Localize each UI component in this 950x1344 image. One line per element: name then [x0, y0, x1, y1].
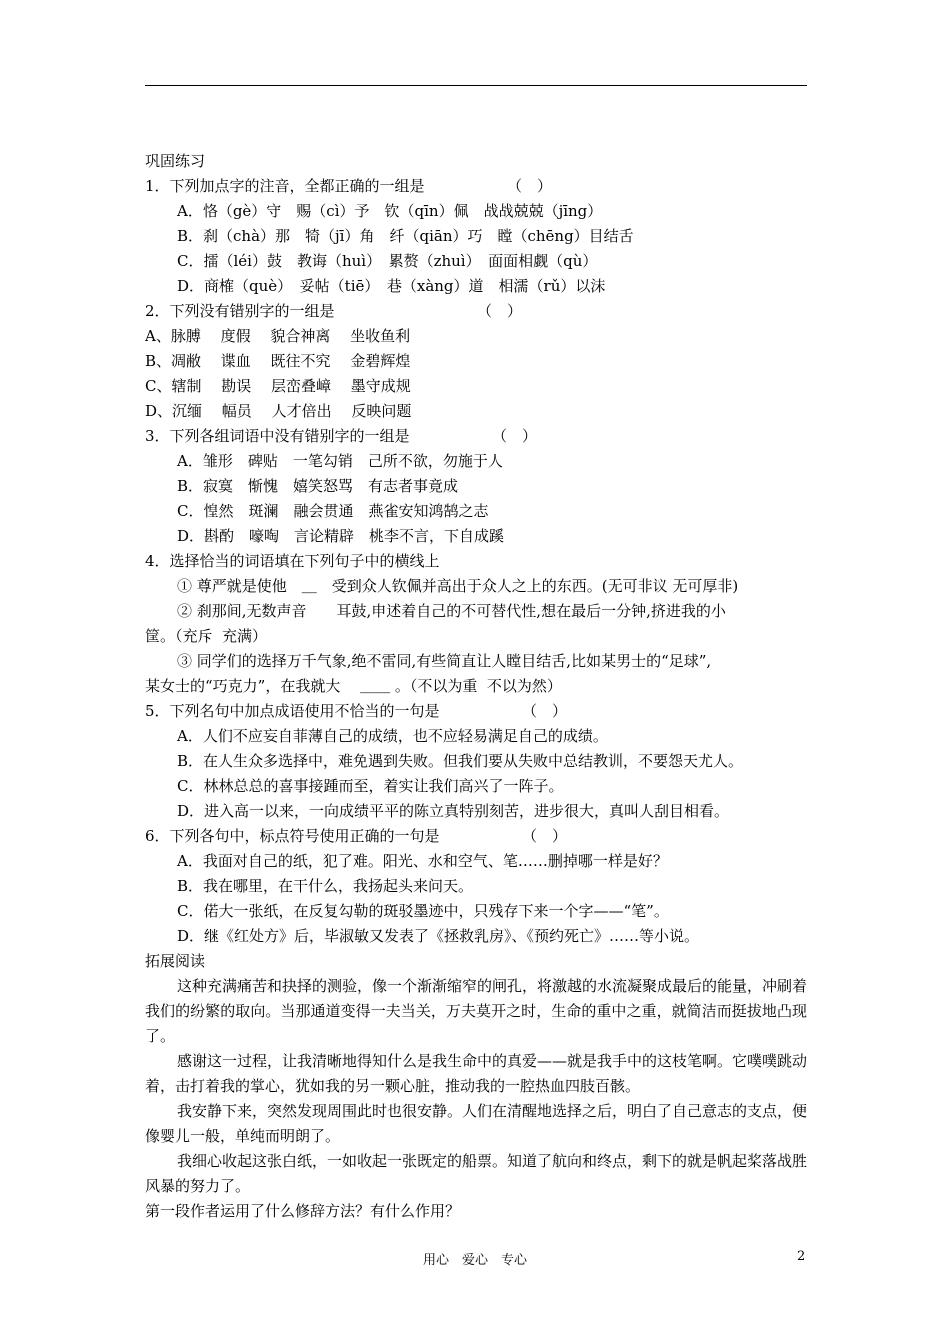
text-line: D．进入高一以来，一向成绩平平的陈立真特别刻苦，进步很大，真叫人刮目相看。 [177, 802, 730, 820]
text-line: B、凋敝 谍血 既往不究 金碧辉煌 [145, 352, 411, 370]
exercise-lines [145, 149, 807, 974]
text-line: B．刹（chà）那 犄（jī）角 纤（qiān）巧 瞠（chēng）目结舌 [177, 227, 634, 245]
text-line: 筐。（充斥 充满） [145, 627, 268, 645]
page-number: 2 [797, 1249, 806, 1264]
text-line: D．商榷（què） 妥帖（tiē） 巷（xàng）道 相濡（rǔ）以沫 [177, 277, 606, 295]
document-body [145, 149, 807, 1224]
text-line: C．惶然 斑澜 融会贯通 燕雀安知鸿鹄之志 [177, 502, 489, 520]
text-line: 5．下列名句中加点成语使用不恰当的一句是 （ ） [145, 702, 568, 720]
text-line: A．人们不应妄自菲薄自己的成绩，也不应轻易满足自己的成绩。 [177, 727, 608, 745]
passage-paragraph: 这种充满痛苦和抉择的测验，像一个渐渐缩窄的闸孔，将激越的水流凝聚成最后的能量，冲刷着我们的纷繁的取向。当那通道变得一夫当关，万夫莫开之时，生命的重中之重，就简洁而挺拔地凸现了。 [145, 977, 808, 1045]
text-line: C．擂（léi）鼓 教诲（huì） 累赘（zhuì） 面面相觑（qù） [177, 252, 598, 270]
text-line: B．我在哪里，在干什么，我扬起头来问天。 [177, 877, 474, 895]
text-line: 3．下列各组词语中没有错别字的一组是 （ ） [145, 427, 538, 445]
text-line: ② 刹那间,无数声音 耳鼓,申述着自己的不可替代性,想在最后一分钟,挤进我的小 [177, 602, 726, 620]
text-line: A．恪（gè）守 赐（cì）予 钦（qīn）佩 战战兢兢（jīng） [177, 202, 603, 220]
footer-motto: 用心 爱心 专心 [422, 1253, 527, 1268]
text-line: C．偌大一张纸，在反复勾勒的斑驳墨迹中，只残存下来一个字——“笔”。 [177, 902, 669, 920]
text-line: A、脉膊 度假 貌合神离 坐收鱼利 [145, 327, 411, 345]
text-line: A．我面对自己的纸，犯了难。阳光、水和空气、笔……删掉哪一样是好？ [177, 852, 668, 870]
passage-paragraph: 感谢这一过程，让我清晰地得知什么是我生命中的真爱——就是我手中的这枝笔啊。它噗噗跳动着，击打着我的掌心，犹如我的另一颗心脏，推动我的一腔热血四肢百骸。 [145, 1052, 808, 1095]
text-line: 巩固练习 [145, 152, 206, 170]
text-line: 1．下列加点字的注音，全都正确的一组是 （ ） [145, 177, 553, 195]
text-line: 4．选择恰当的词语填在下列句子中的横线上 [145, 552, 440, 570]
header-rule [145, 85, 807, 86]
text-line: B．在人生众多选择中，难免遇到失败。但我们要从失败中总结教训，不要怨天尤人。 [177, 752, 744, 770]
text-line: D．继《红处方》后，毕淑敏又发表了《拯救乳房》、《预约死亡》……等小说。 [177, 927, 700, 945]
text-line: B．寂寞 惭愧 嬉笑怒骂 有志者事竟成 [177, 477, 459, 495]
text-line: 6．下列各句中，标点符号使用正确的一句是 （ ） [145, 827, 568, 845]
text-line: ① 尊严就是使他 ＿ 受到众人钦佩并高出于众人之上的东西。(无可非议 无可厚非) [177, 577, 739, 595]
text-line: 2．下列没有错别字的一组是 （ ） [145, 302, 523, 320]
text-line: 拓展阅读 [145, 952, 206, 970]
text-line: C．林林总总的喜事接踵而至，着实让我们高兴了一阵子。 [177, 777, 564, 795]
text-line: C、辖制 勘误 层峦叠嶂 墨守成规 [145, 377, 411, 395]
reading-passage [145, 974, 807, 1199]
text-line: 某女士的“巧克力”，在我就大 ＿＿ 。（不以为重 不以为然） [145, 677, 562, 695]
text-line: D、沉缅 幅员 人才倍出 反映问题 [145, 402, 412, 420]
text-line: A．雏形 碑贴 一笔勾销 己所不欲，勿施于人 [177, 452, 503, 470]
text-line: D．斟酌 嚎啕 言论精辟 桃李不言，下自成蹊 [177, 527, 505, 545]
passage-paragraph: 我安静下来，突然发现周围此时也很安静。人们在清醒地选择之后，明白了自己意志的支点，便像婴儿一般，单纯而明朗了。 [145, 1102, 808, 1145]
reading-question: 第一段作者运用了什么修辞方法？有什么作用？ [145, 1202, 461, 1220]
text-line: ③ 同学们的选择万千气象,绝不雷同,有些简直让人瞠目结舌,比如某男士的“足球”, [177, 652, 712, 670]
passage-paragraph: 我细心收起这张白纸，一如收起一张既定的船票。知道了航向和终点，剩下的就是帆起桨落战胜风暴的努力了。 [145, 1152, 808, 1195]
